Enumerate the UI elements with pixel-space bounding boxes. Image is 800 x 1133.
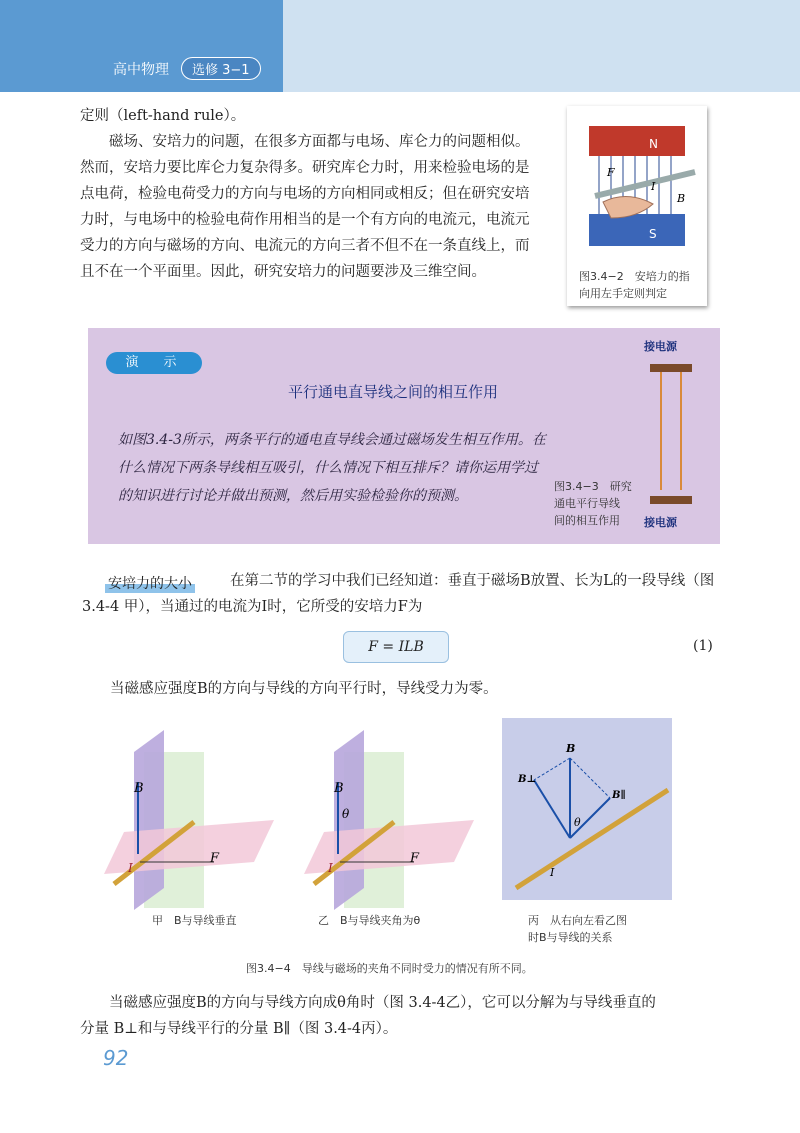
figure-3-4-3: [628, 338, 718, 534]
panel-a-perpendicular: [104, 730, 274, 910]
demo-body: 如图3.4-3所示，两条平行的通电直导线会通过磁场发生相互作用。在什么情况下两条导线相互吸引，什么情况下相互排斥？请你运用学过的知识进行讨论并做出预测，然后用实验检验你的预测。: [118, 432, 546, 504]
figure-3-4-2-caption: 图3.4−2 安培力的指 向用左手定则判定: [579, 270, 690, 300]
figure-3-4-4-caption: 图3.4−4 导线与磁场的夹角不同时受力的情况有所不同。: [246, 962, 533, 975]
power-label-top: 接电源: [644, 340, 677, 353]
figure-3-4-4-illustrations: [104, 712, 704, 912]
figure-3-4-3-caption: 图3.4−3 研究 通电平行导线 间的相互作用: [554, 480, 632, 527]
equation-number: (1): [693, 638, 713, 654]
panel-a-label-b: B: [134, 781, 144, 796]
panel-a-label-f: F: [210, 851, 220, 866]
panel-b-label-b: B: [334, 781, 344, 796]
header-subject: 高中物理: [113, 62, 169, 78]
intro-line1: 定则（left-hand rule）。: [80, 108, 246, 124]
formula-box: F = ILB: [343, 631, 449, 663]
label-i: I: [651, 180, 656, 193]
header-course-pill: 选修 3−1: [181, 57, 261, 80]
figure-3-4-2: [567, 106, 707, 306]
panel-b-angled: [304, 730, 474, 910]
panel-c-decomposition: [502, 718, 672, 900]
label-s: S: [649, 227, 657, 241]
label-f: F: [607, 166, 615, 179]
panel-a-caption: 甲 B与导线垂直: [152, 914, 237, 927]
parallel-wires-apparatus: [628, 360, 718, 530]
power-label-bottom: 接电源: [644, 516, 677, 529]
panel-c-caption: 丙 从右向左看乙图 时B与导线的关系: [528, 914, 627, 944]
panel-b-caption: 乙 B与导线夹角为θ: [318, 914, 421, 927]
section-tag: 安培力的大小: [105, 573, 195, 593]
intro-text: [80, 103, 540, 285]
magnet-south-pole: [589, 214, 685, 246]
panel-b-label-theta: θ: [342, 807, 350, 821]
panel-b-label-f: F: [410, 851, 420, 866]
closing-text: 当磁感应强度B的方向与导线方向成θ角时（图 3.4-4乙），它可以分解为与导线垂直的 分量 B⊥和与导线平行的分量 B∥（图 3.4-4丙）。: [80, 995, 656, 1037]
magnet-hand-illustration: [567, 106, 707, 266]
panel-c-label-bpar: B∥: [612, 790, 626, 801]
panel-c-label-theta: θ: [574, 816, 581, 829]
bottom-bar: [650, 496, 692, 504]
panel-b-label-i: I: [328, 861, 333, 875]
top-bar: [650, 364, 692, 372]
page-number: 92: [103, 1046, 129, 1070]
label-n: N: [649, 137, 658, 151]
parallel-zero-force: 当磁感应强度B的方向与导线的方向平行时，导线受力为零。: [110, 681, 498, 697]
demo-badge: 演 示: [106, 352, 202, 374]
panel-c-label-b: B: [566, 742, 576, 755]
panel-c-label-i: I: [550, 866, 555, 879]
panel-a-label-i: I: [128, 861, 133, 875]
demo-title: 平行通电直导线之间的相互作用: [288, 383, 499, 401]
magnet-north-pole: [589, 126, 685, 156]
intro-paragraph: 磁场、安培力的问题，在很多方面都与电场、库仑力的问题相似。然而，安培力要比库仑力复杂得多。研究库仑力时，用来检验电场的是点电荷，检验电荷受力的方向与电场的方向相同或相反；但在研究安培力时，与电场中的检验电荷作用相当的是一个有方向的电流元，电流元受力的方向与磁场的方向、电流元的方向三者不但不在一条直线上，而且不在一个平面里。因此，研究安培力的问题要涉及三维空间。: [80, 134, 530, 280]
panel-c-label-bperp: B⊥: [518, 774, 537, 785]
label-b: B: [677, 192, 686, 205]
section-text: 在第二节的学习中我们已经知道：垂直于磁场B放置、长为L的一段导线（图 3.4-4 甲），当通过的电流为I时，它所受的安培力F为: [82, 573, 715, 615]
